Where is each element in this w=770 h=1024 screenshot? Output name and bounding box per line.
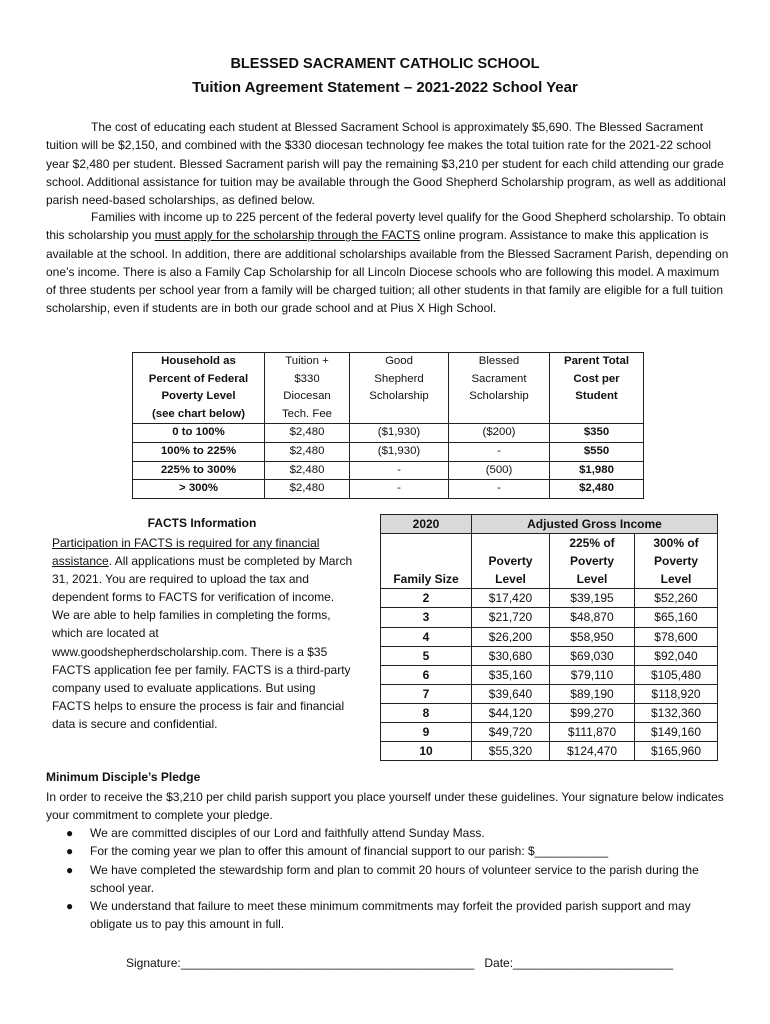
bullet-icon: ● <box>66 899 74 914</box>
income-table-body <box>381 589 718 761</box>
cell-bracket: > 300% <box>133 480 265 499</box>
cell-good-shepherd: - <box>350 461 449 480</box>
cell-300-percent: $105,480 <box>635 665 718 684</box>
table-row <box>381 646 718 665</box>
intro-paragraph-1 <box>46 118 732 209</box>
pledge-item-text: We are committed disciples of our Lord and faithfully attend Sunday Mass. <box>90 826 485 840</box>
bullet-icon: ● <box>66 862 74 877</box>
pledge-intro: In order to receive the $3,210 per child parish support you place yourself under these guidelines. Your signature below indicates your commitment to complete your pledge. <box>46 790 724 823</box>
tuition-scholarship-table <box>132 352 644 499</box>
header-line: Diocesan <box>283 390 331 403</box>
table-row <box>381 608 718 627</box>
cell-bracket: 225% to 300% <box>133 461 265 480</box>
cell-bracket: 0 to 100% <box>133 424 265 443</box>
cell-tuition: $2,480 <box>265 480 350 499</box>
header-line: Tuition + <box>285 355 329 367</box>
cell-tuition: $2,480 <box>265 442 350 461</box>
cell-300-percent: $132,360 <box>635 703 718 722</box>
cell-family-size: 2 <box>381 589 472 608</box>
table-row <box>381 627 718 646</box>
cell-family-size: 6 <box>381 665 472 684</box>
header-line: Student <box>575 390 618 403</box>
cell-family-size: 7 <box>381 684 472 703</box>
cell-good-shepherd: ($1,930) <box>350 442 449 461</box>
cell-parent-total: $550 <box>550 442 644 461</box>
table-header-row <box>133 353 644 424</box>
facts-heading: FACTS Information <box>147 516 257 530</box>
signature-date-line[interactable]: Signature:____________________________________________ Date:________________________ <box>126 956 674 970</box>
cell-poverty-level: $39,640 <box>472 684 550 703</box>
cell-225-percent: $99,270 <box>550 703 635 722</box>
cell-bracket: 100% to 225% <box>133 442 265 461</box>
cell-tuition: $2,480 <box>265 424 350 443</box>
header-line: Poverty Level <box>161 390 236 403</box>
cell-parent-total: $1,980 <box>550 461 644 480</box>
header-parent-total <box>550 353 644 424</box>
table-row <box>381 703 718 722</box>
cell-family-size: 9 <box>381 723 472 742</box>
header-line: Blessed <box>478 355 520 367</box>
header-line: $330 <box>294 372 320 385</box>
header-line: Good <box>385 355 413 367</box>
intro-paragraph-2 <box>46 208 732 318</box>
header-300-percent: 300% of Poverty Level <box>635 534 718 589</box>
pledge-item-text: We have completed the stewardship form and plan to commit 20 hours of volunteer service to the parish during the school year. <box>90 862 699 895</box>
header-blessed-sacrament <box>449 353 550 424</box>
cell-poverty-level: $21,720 <box>472 608 550 627</box>
cell-300-percent: $92,040 <box>635 646 718 665</box>
intro-text-2a: Families with income up to 225 percent of the federal poverty level qualify for the Good Shepherd scholarship. To obtain this scholarship you <box>46 210 726 243</box>
list-item <box>66 824 730 842</box>
cell-300-percent: $65,160 <box>635 608 718 627</box>
cell-225-percent: $124,470 <box>550 742 635 761</box>
cell-good-shepherd: - <box>350 480 449 499</box>
header-line: Scholarship <box>469 390 529 403</box>
intro-text-2b: online program. Assistance to make this application is available at the school. In addition, there are additional scholarships available from the Blessed Sacrament Parish, depending on one’s income. There is also a Family Cap Scholarship for all Lincoln Diocese schools who are following this model. A maximum of three students per school year from a family will be charged tuition; all other students in that family are eligible for a full tuition scholarship, even if students are in both our grade school and at Pius X High School. <box>46 228 729 316</box>
header-line: (see chart below) <box>151 407 246 420</box>
list-item <box>66 897 730 934</box>
header-good-shepherd <box>350 353 449 424</box>
poverty-income-table <box>380 514 718 761</box>
document-title: Tuition Agreement Statement – 2021-2022 School Year <box>192 79 578 96</box>
header-225-percent: 225% of Poverty Level <box>550 534 635 589</box>
cell-blessed-sacrament: (500) <box>449 461 550 480</box>
facts-required-underline: Participation in FACTS is required for any financial assistance <box>52 536 320 569</box>
list-item <box>66 861 730 898</box>
header-family-size: Family Size <box>381 534 472 589</box>
cell-family-size: 5 <box>381 646 472 665</box>
cell-225-percent: $111,870 <box>550 723 635 742</box>
cell-family-size: 4 <box>381 627 472 646</box>
cell-poverty-level: $44,120 <box>472 703 550 722</box>
table-row <box>381 742 718 761</box>
table-row <box>133 480 644 499</box>
header-line: Parent Total <box>564 355 629 367</box>
table-row <box>133 424 644 443</box>
cell-tuition: $2,480 <box>265 461 350 480</box>
header-line: Sacrament <box>471 372 527 385</box>
cell-300-percent: $118,920 <box>635 684 718 703</box>
cell-blessed-sacrament: ($200) <box>449 424 550 443</box>
cell-225-percent: $69,030 <box>550 646 635 665</box>
cell-poverty-level: $17,420 <box>472 589 550 608</box>
header-line: Household as <box>161 355 236 367</box>
cell-225-percent: $39,195 <box>550 589 635 608</box>
intro-text-1: The cost of educating each student at Blessed Sacrament School is approximately $5,690. The Blessed Sacrament tuition will be $2,150, and combined with the $330 diocesan technology fee makes the total tuition rate for the 2021-22 school year $2,480 per student. Blessed Sacrament parish will pay the remaining $3,210 per student for each child attending our grade school. Additional assistance for tuition may be available through the Good Shepherd Scholarship program, as well as additional parish need-based scholarships, as defined below. <box>46 120 726 208</box>
table-row <box>133 461 644 480</box>
cell-225-percent: $79,110 <box>550 665 635 684</box>
cell-poverty-level: $49,720 <box>472 723 550 742</box>
cell-family-size: 10 <box>381 742 472 761</box>
income-table-group-row <box>381 515 718 534</box>
table-row <box>381 723 718 742</box>
header-line: Shepherd <box>374 372 424 385</box>
cell-blessed-sacrament: - <box>449 480 550 499</box>
table-row <box>381 589 718 608</box>
facts-requirement-underline: must apply for the scholarship through the FACTS <box>154 228 421 243</box>
header-tuition-fee <box>265 353 350 424</box>
header-household-percent <box>133 353 265 424</box>
pledge-item-text: For the coming year we plan to offer this amount of financial support to our parish: $___________ <box>90 844 609 859</box>
header-line: Tech. Fee <box>281 407 333 420</box>
cell-poverty-level: $35,160 <box>472 665 550 684</box>
cell-225-percent: $48,870 <box>550 608 635 627</box>
cell-good-shepherd: ($1,930) <box>350 424 449 443</box>
pledge-item-text: We understand that failure to meet these minimum commitments may forfeit the provided parish support and may obligate us to pay this amount in full. <box>90 899 691 932</box>
cell-family-size: 3 <box>381 608 472 627</box>
table-row <box>381 665 718 684</box>
header-line: Cost per <box>573 372 620 385</box>
cell-225-percent: $89,190 <box>550 684 635 703</box>
header-line: Percent of Federal <box>148 372 249 385</box>
cell-parent-total: $2,480 <box>550 480 644 499</box>
list-item <box>66 842 730 860</box>
pledge-list <box>66 824 730 934</box>
bullet-icon: ● <box>66 844 74 859</box>
cell-poverty-level: $26,200 <box>472 627 550 646</box>
pledge-heading: Minimum Disciple’s Pledge <box>46 770 201 784</box>
income-table-year: 2020 <box>381 515 472 534</box>
income-table-group-header: Adjusted Gross Income <box>472 515 718 534</box>
table-row <box>133 442 644 461</box>
header-poverty-level: Poverty Level <box>472 534 550 589</box>
income-table-header-row <box>381 534 718 589</box>
facts-paragraph <box>52 534 354 733</box>
cell-300-percent: $165,960 <box>635 742 718 761</box>
facts-body: . All applications must be completed by March 31, 2021. You are required to upload the tax and dependent forms to FACTS for verification of income. We are able to help families in completing the forms, which are located at www.goodshepherdscholarship.com. There is a $35 FACTS application fee per family. FACTS is a third-party company used to evaluate applications. But using FACTS helps to ensure the process is fair and financial data is secure and confidential. <box>52 554 353 731</box>
cell-poverty-level: $30,680 <box>472 646 550 665</box>
header-line: Scholarship <box>369 390 429 403</box>
cell-300-percent: $52,260 <box>635 589 718 608</box>
cell-parent-total: $350 <box>550 424 644 443</box>
cell-family-size: 8 <box>381 703 472 722</box>
cell-blessed-sacrament: - <box>449 442 550 461</box>
school-name: BLESSED SACRAMENT CATHOLIC SCHOOL <box>230 56 540 72</box>
cell-300-percent: $78,600 <box>635 627 718 646</box>
cell-poverty-level: $55,320 <box>472 742 550 761</box>
cell-300-percent: $149,160 <box>635 723 718 742</box>
table-row <box>381 684 718 703</box>
bullet-icon: ● <box>66 826 74 840</box>
cell-225-percent: $58,950 <box>550 627 635 646</box>
